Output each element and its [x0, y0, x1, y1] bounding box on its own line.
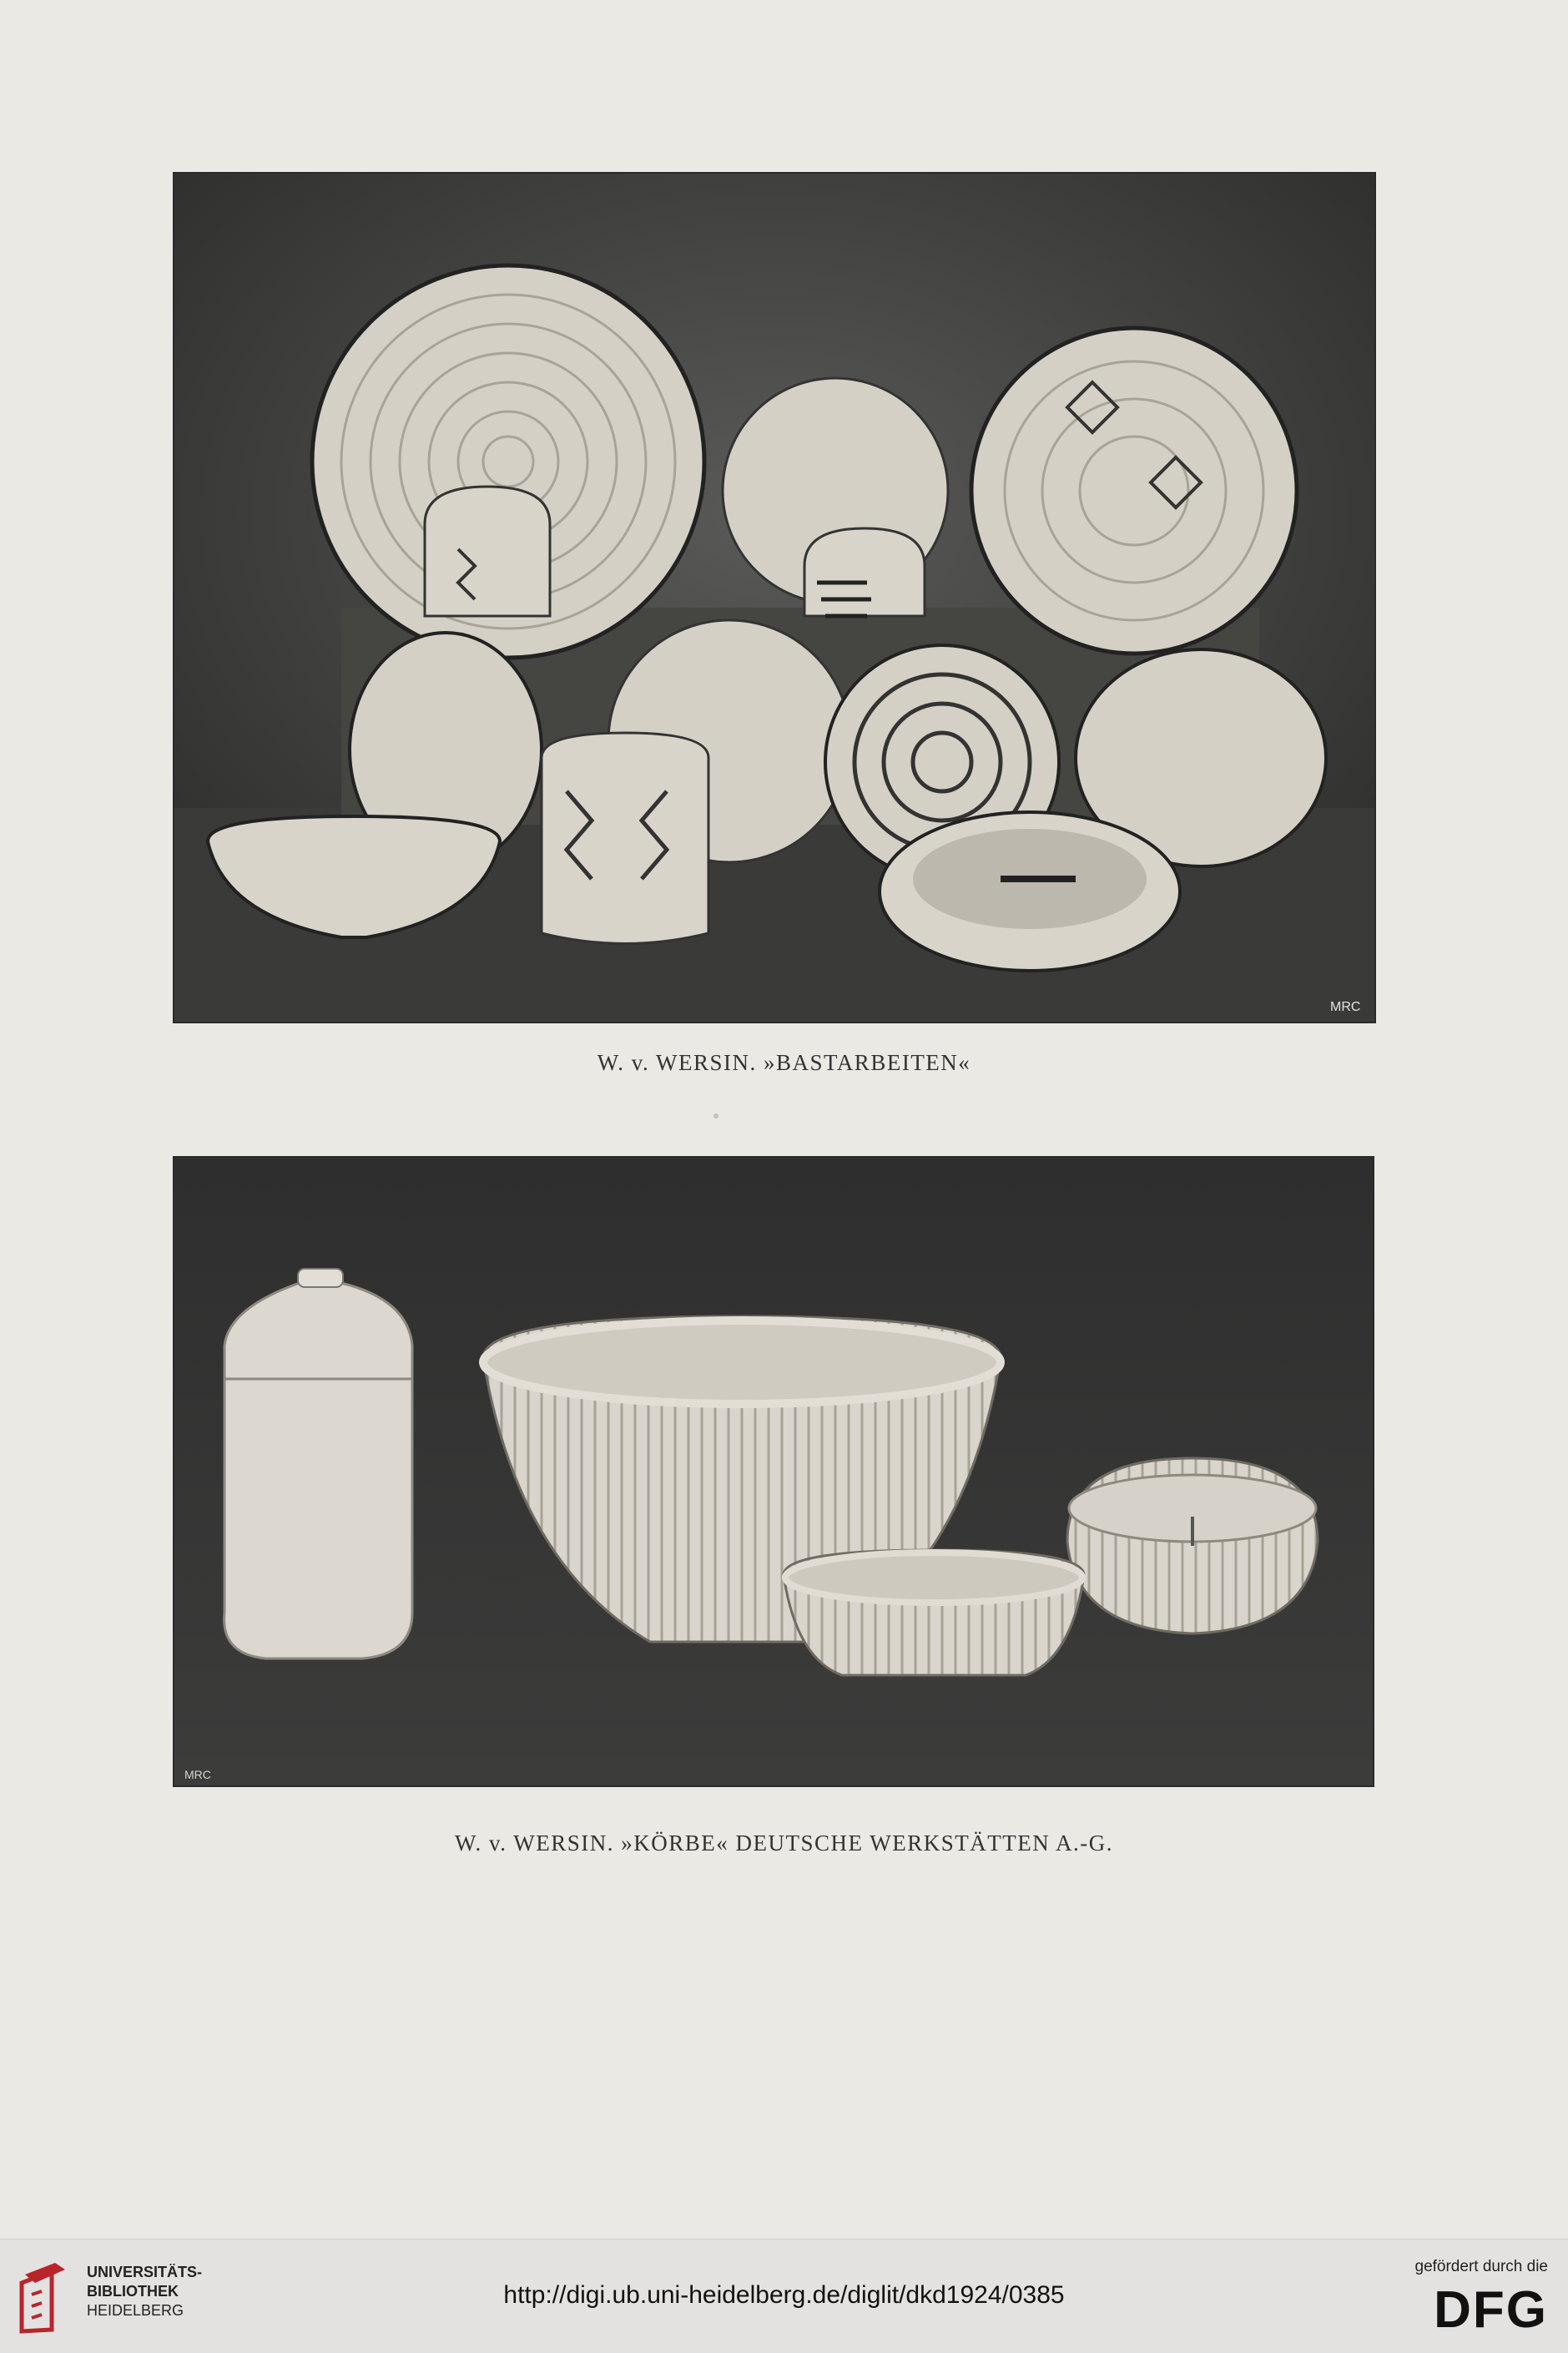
basket-photo-1	[174, 174, 1374, 1022]
photo-koerbe	[173, 1156, 1374, 1787]
library-line-1: UNIVERSITÄTS-	[87, 2264, 203, 2280]
monogram-1: MRC	[1330, 1000, 1361, 1014]
permalink-url[interactable]: http://digi.ub.uni-heidelberg.de/diglit/dkd1924/0385	[503, 2281, 1065, 2309]
caption-2: W. v. WERSIN. »KÖRBE« DEUTSCHE WERKSTÄTTEN A.-G.	[455, 1830, 1113, 1856]
library-line-3: HEIDELBERG	[87, 2302, 184, 2319]
paper-speck	[713, 1113, 718, 1118]
basket-photo-2	[174, 1158, 1373, 1785]
dfg-logo: DFG	[1434, 2281, 1548, 2339]
funding-label: gefördert durch die	[1414, 2258, 1548, 2275]
library-line-2: BIBLIOTHEK	[87, 2283, 179, 2300]
photo-bastarbeiten	[173, 172, 1376, 1023]
viewer-footer	[0, 2239, 1568, 2353]
monogram-2: MRC	[184, 1768, 211, 1781]
caption-1: W. v. WERSIN. »BASTARBEITEN«	[597, 1050, 971, 1075]
